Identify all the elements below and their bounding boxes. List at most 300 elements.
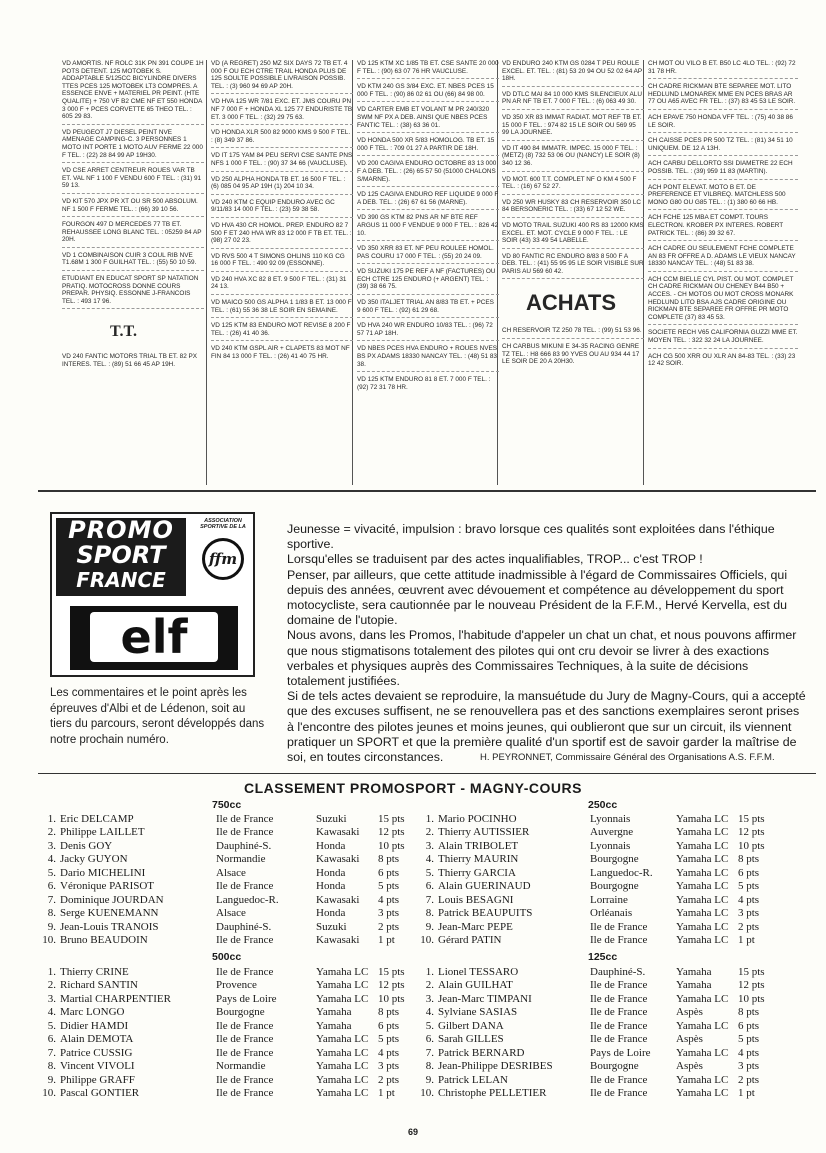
page-number: 69 [407,1127,418,1137]
rider-name: Jean-Marc PEPE [438,920,513,933]
machine: Yamaha LC [676,934,729,947]
points: 12 pts [738,979,765,992]
machine: Kawasaki [316,934,360,947]
rider-name: Véronique PARISOT [60,880,155,893]
rider-name: Jacky GUYON [60,853,128,866]
points: 15 pts [378,965,405,978]
standings-row [370,1073,783,1087]
standings-row [0,1060,423,1074]
classified-ad: VD 125 KTM ENDURO 81 8 ET. 7 000 F TEL. : (92) 72 31 78 HR. [357,376,491,391]
section-divider [38,490,816,492]
column-divider [206,60,207,485]
classified-ad: VD 350 ITALJET TRIAL AN 8/83 TB ET. + PCES 9 600 F TEL. : (92) 61 29 68. [357,299,499,318]
region: Auvergne [590,826,634,839]
rider-name: Lionel TESSARO [438,965,519,978]
points: 4 pts [378,893,400,906]
article-paragraph: Penser, par ailleurs, que cette attitude inadmissible à l'égard de Commissaires Officiels, qui depuis des années, œuvrent avec dévouement et compétence au développement du sport motocycliste, sera cautionnée par le nouveau Président de la F.F.M., Hervé Kervella, est du domaine de l'utopie. [287,567,788,628]
rider-name: Jean-Marc TIMPANI [438,992,532,1005]
standings-row [370,880,783,894]
logo-text: PROMO [68,516,174,544]
machine: Yamaha LC [676,1087,729,1100]
rider-name: Gilbert DANA [438,1019,504,1032]
region: Ile de France [216,1019,274,1032]
classified-ads [50,60,816,485]
standings-row [0,853,423,867]
machine: Kawasaki [316,893,360,906]
category-500cc-label: 500cc [212,951,242,963]
points: 3 pts [378,1060,400,1073]
points: 5 pts [378,880,400,893]
region: Dauphiné-S. [216,839,272,852]
rank: 8. [47,907,56,920]
machine: Yamaha LC [676,812,729,825]
rider-name: Patrice CUSSIG [60,1046,133,1059]
rank: 7. [47,1046,56,1059]
rank: 5. [47,1019,56,1032]
rank: 4. [425,1006,434,1019]
classified-ad: VD HVA 125 WR 7/81 EXC. ET. JMS COURU PN NF 7 000 F + HONDA XL 125 77 ENDURISTE TB ET. 3 000 F TEL. : (32) 29 75 63. [211,98,353,125]
standings-row [370,1019,783,1033]
rank: 6. [47,880,56,893]
region: Normandie [216,1060,266,1073]
standings-row [370,839,783,853]
points: 12 pts [738,826,765,839]
ads-column-3 [357,60,499,485]
standings-row [370,1087,783,1101]
section-heading-tt: T.T. [110,323,137,341]
classified-ad: VD MAICO 500 GS ALPHA 1 1/83 B ET. 13 000 F TEL. : (61) 55 36 38 LE SOIR EN SEMAINE. [211,299,353,318]
rider-name: Serge KUENEMANN [60,907,159,920]
machine: Yamaha LC [316,965,369,978]
rider-name: Pascal GONTIER [60,1087,140,1100]
standings-row [370,934,783,948]
rider-name: Alain GUILHAT [438,979,513,992]
classified-ad: VD 250 ALPHA HONDA TB ET. 16 500 F TEL. : (6) 085 04 95 AP 19H (1) 204 10 34. [211,176,353,195]
classified-ad: VD 240 KTM GSPL AIR + CLAPETS 83 MOT NF FIN 84 13 000 F TEL. : (26) 41 40 75 HR. [211,345,350,361]
points: 4 pts [738,1046,760,1059]
classified-ad: CH MOT OU VILO B ET. B50 LC 4LO TEL. : (92) 72 31 78 HR. [648,60,798,79]
rider-name: Didier HAMDI [60,1019,129,1032]
points: 2 pts [378,920,400,933]
region: Bourgogne [590,853,639,866]
machine: Yamaha LC [676,920,729,933]
section-heading-achats: ACHATS [526,290,617,316]
points: 8 pts [378,853,400,866]
machine: Yamaha LC [316,1073,369,1086]
region: Ile de France [216,826,274,839]
points: 12 pts [378,826,405,839]
classified-ad: ACH CADRE OU SEULEMENT FCHE COMPLETE AN 83 FR OFFRE A D. ADAMS LE VIEUX NANCAY 18330 NANCAY TEL. : (48) 51 83 38. [648,245,798,272]
rider-name: Patrick BEAUPUITS [438,907,533,920]
rider-name: Philippe GRAFF [60,1073,135,1086]
classified-ad: ACH CCM BIELLE CYL PIST. OU MOT. COMPLET CH CADRE RICKMAN OU CHENEY B44 B50 + ACCES. - CH MOTOS OU MOT CROSS MONARK HEDLUND LITO BSA AJS CADRE ORIGINE OU RICKMAN BTE SEPAREE FR OFFRE PR MOTO COMPLETE (37) 83 45 53. [648,276,798,326]
standings-row [0,839,423,853]
classified-ad: VD CARTER EMB ET VOLANT M PR 240/320 SWM NF PX A DEB. AINSI QUE NBES PCES FANTIC TEL. : (38) 63 36 01. [357,106,499,133]
classified-ad: VD HVA 240 WR ENDURO 10/83 TEL. : (96) 72 57 71 AP 18H. [357,322,499,341]
region: Ile de France [216,1033,274,1046]
logo-caption: Les commentaires et le point après les épreuves d'Albi et de Lédenon, soit au tiers du parcours, seront développés dans notre prochain numéro. [50,687,265,746]
rank: 7. [47,893,56,906]
rank: 10. [420,1087,434,1100]
machine: Yamaha LC [676,1046,729,1059]
points: 1 pt [738,1087,755,1100]
rank: 7. [425,893,434,906]
standings-row [0,1033,423,1047]
classified-ad: VD 390 GS KTM 82 PNS AR NF BTE REF ARGUS 11 000 F VENDUE 9 000 F TEL. : 826 42 10. [357,214,499,241]
rider-name: Sarah GILLES [438,1033,504,1046]
machine: Yamaha LC [676,1019,729,1032]
classified-ad: VD 125 CAGIVA ENDURO REF LIQUIDE 9 000 F A DEB. TEL. : (26) 67 61 56 (MARNE). [357,191,499,210]
standings-row [0,812,423,826]
classified-ad: VD KIT 570 JPX PR XT OU SR 500 ABSOLUM. NF 1 500 F FERME TEL. : (66) 39 10 56. [62,198,204,217]
rider-name: Thierry GARCIA [438,866,516,879]
section-divider [38,773,816,774]
region: Ile de France [216,1087,274,1100]
article-paragraph: Si de tels actes devaient se reproduire, la mansuétude du Jury de Magny-Cours, qui a accepté que des excuses suffisent, ne se renouvellera pas et des sanctions exemplaires seront prises à l'encontre des pilotes jeunes et moins jeunes, qui oublieront que sur un circuit, ils viennent pratiquer un SPORT et que la première qualité d'un sportif est de savoir garder la maîtrise de soi, en toutes circonstances. [287,689,806,765]
points: 10 pts [378,992,405,1005]
points: 6 pts [738,1019,760,1032]
points: 8 pts [378,1006,400,1019]
classified-ad: ACH PONT ELEVAT. MOTO B ET. DE PREFERENCE ET VILBREQ. MATCHLESS 500 MONO G80 OU G85 TEL. : (1) 380 60 66 HB. [648,184,798,211]
classified-ad: VD MOT. 600 T.T. COMPLET NF O KM 4 500 F TEL. : (16) 67 52 27. [502,176,644,195]
standings-row [370,812,783,826]
classified-ad: VD DTLC MAI 84 10 000 KMS SILENCIEUX ALU PN AR NF TB ET. 7 000 F TEL. : (6) 063 49 30. [502,91,644,110]
machine: Kawasaki [316,826,360,839]
region: Ile de France [590,992,648,1005]
classified-ad: VD IT 175 YAM 84 PEU SERVI CSE SANTE PNS NFS 1 000 F TEL. : (90) 37 34 66 (VAUCLUSE). [211,152,353,171]
rider-name: Jean-Louis TRANOIS [60,920,159,933]
standings-row [0,1006,423,1020]
rider-name: Alain TRIBOLET [438,839,519,852]
rank: 6. [425,1033,434,1046]
classified-ad: VD 80 FANTIC RC ENDURO 8/83 8 500 F A DEB. TEL. : (41) 55 95 95 LE SOIR VISIBLE SUR PARIS AU 569 60 42. [502,253,644,280]
standings-row [0,979,423,993]
rank: 2. [47,979,56,992]
rider-name: Dario MICHELINI [60,866,146,879]
classified-ad: VD ENDURO 240 KTM GS 0284 T PEU ROULE EXCEL. ET. TEL. : (81) 53 20 94 OU 52 02 64 AP 18H. [502,60,644,87]
classified-ad: VD NBES PCES HVA ENDURO + ROUES NVES BS PX ADAMS 18330 NANCAY TEL. : (48) 51 83 38. [357,345,499,372]
rank: 9. [47,1073,56,1086]
article-paragraph: Jeunesse = vivacité, impulsion : bravo lorsque ces qualités sont exploitées dans l'éthique sportive. [287,522,775,552]
promosport-elf-logo [50,512,255,677]
region: Ile de France [590,1073,648,1086]
region: Ile de France [216,1073,274,1086]
machine: Aspès [676,1006,703,1019]
standings-row [0,934,423,948]
points: 12 pts [378,979,405,992]
points: 1 pt [738,934,755,947]
classified-ad: ACH CG 500 XRR OU XLR AN 84-83 TEL. : (33) 23 12 42 SOIR. [648,352,796,368]
region: Ile de France [590,1019,648,1032]
machine: Yamaha LC [676,826,729,839]
standings-row [370,1060,783,1074]
region: Alsace [216,866,246,879]
elf-logo [70,606,238,670]
classified-ad: VD CSE ARRET CENTREUR ROUES VAR TB ET. VAL NF 1 100 F VENDU 600 F TEL. : (31) 91 59 13. [62,167,204,194]
region: Dauphiné-S. [590,965,646,978]
machine: Yamaha LC [676,839,729,852]
rank: 2. [425,826,434,839]
points: 3 pts [378,907,400,920]
standings-row [0,907,423,921]
rider-name: Christophe PELLETIER [438,1087,547,1100]
logo-text: SPORT [76,541,166,569]
rank: 1. [425,965,434,978]
points: 2 pts [738,1073,760,1086]
region: Bourgogne [590,880,639,893]
standings-row [370,1033,783,1047]
standings-row [0,965,423,979]
machine: Yamaha LC [676,880,729,893]
rank: 3. [425,839,434,852]
standings-row [370,979,783,993]
region: Orléanais [590,907,633,920]
machine: Suzuki [316,920,347,933]
rider-name: Martial CHARPENTIER [60,992,171,1005]
region: Languedoc-R. [590,866,653,879]
rank: 8. [425,1060,434,1073]
rank: 6. [47,1033,56,1046]
standings-row [0,1073,423,1087]
rank: 7. [425,1046,434,1059]
rider-name: Thierry CRINE [60,965,129,978]
machine: Yamaha LC [676,1073,729,1086]
rank: 4. [425,853,434,866]
standings-row [370,965,783,979]
rank: 9. [425,1073,434,1086]
classified-ad: VD RVS 500 4 T SIMONS OHLINS 110 KG CG 16 000 F TEL. : 490 92 09 (ESSONNE). [211,253,353,272]
classified-ad: VD 250 WR HUSKY 83 CH RESERVOIR 350 LC 84 BERSONERIC TEL. : (33) 67 12 52 WE. [502,199,644,218]
standings-title: CLASSEMENT PROMOSPORT - MAGNY-COURS [244,780,582,796]
classified-ad: VD 240 FANTIC MOTORS TRIAL TB ET. 82 PX INTERES. TEL. : (89) 51 66 45 AP 19H. [62,353,198,369]
rank: 5. [47,866,56,879]
region: Ile de France [590,1087,648,1100]
classified-ad: VD 350 XR 83 IMMAT RADIAT. MOT REF TB ET. 15 000 F TEL. : 974 82 15 LE SOIR OU 569 95 99 LA JOURNEE. [502,114,644,141]
machine: Suzuki [316,812,347,825]
classified-ad: VD MOTO TRAIL SUZUKI 400 RS 83 12000 KMS EXCEL. ET. MOT. CYCLE 9 000 F TEL. : LE SOIR (43) 33 49 54 LABELLE. [502,222,644,249]
rank: 1. [47,965,56,978]
rank: 6. [425,880,434,893]
machine: Yamaha LC [676,992,729,1005]
machine: Yamaha LC [676,907,729,920]
ffm-emblem: ffm [202,538,244,580]
rank: 4. [47,853,56,866]
rank: 10. [42,1087,56,1100]
machine: Yamaha LC [316,1087,369,1100]
rider-name: Sylviane SASIAS [438,1006,518,1019]
rank: 9. [425,920,434,933]
region: Pays de Loire [216,992,277,1005]
region: Ile de France [216,965,274,978]
region: Provence [216,979,257,992]
machine: Yamaha LC [676,866,729,879]
standings-table-125cc [370,965,783,1100]
rider-name: Denis GOY [60,839,113,852]
points: 4 pts [378,1046,400,1059]
rank: 9. [47,920,56,933]
machine: Yamaha LC [676,893,729,906]
rider-name: Gérard PATIN [438,934,502,947]
ads-column-2 [211,60,353,485]
classified-ad: VD SUZUKI 175 PE REF A NF (FACTURES) OU ECH CTRE 125 ENDURO (+ ARGENT) TEL. : (39) 38 66 75. [357,268,499,295]
rank: 8. [425,907,434,920]
classified-ad: ACH FCHE 125 MBA ET COMPT. TOURS ELECTRON. KROBER PX INTERES. ROBERT PATRICK TEL. : (86) 39 32 67. [648,214,798,241]
region: Ile de France [590,920,648,933]
standings-row [370,866,783,880]
standings-table-750cc [0,812,423,947]
rank: 10. [420,934,434,947]
rider-name: Alain DEMOTA [60,1033,134,1046]
points: 5 pts [738,1033,760,1046]
machine: Yamaha LC [316,1033,369,1046]
classified-ad: VD (A REGRET) 250 MZ SIX DAYS 72 TB ET. 4 000 F OU ECH CTRE TRAIL HONDA PLUS DE 125 SOULTE POSSIBLE LIVRAISON POSSIB. TEL. : (3) 960 94 69 AP 20H. [211,60,353,94]
points: 6 pts [378,866,400,879]
points: 10 pts [738,839,765,852]
classified-ad: VD 125 KTM XC 1/85 TB ET. CSE SANTE 20 000 F TEL. : (90) 63 07 76 HR VAUCLUSE. [357,60,499,79]
points: 8 pts [738,1006,760,1019]
rank: 4. [47,1006,56,1019]
region: Ile de France [590,1006,648,1019]
points: 6 pts [738,866,760,879]
standings-row [370,920,783,934]
promo-sport-france-wordmark [56,518,186,596]
classified-ad: VD PEUGEOT J7 DIESEL PEINT NVE AMENAGE CAMPING-C. 3 PERSONNES 1 MOTO INT PORTE 1 MOTO AUV FERME 22 000 F TEL. : (22) 28 84 99 AP 19H30. [62,129,204,163]
rank: 2. [425,979,434,992]
region: Ile de France [216,880,274,893]
classified-ad: VD 1 COMBINAISON CUIR 3 COUL RIB NVE T1.68M 1 300 F GUILHAT TEL. : (55) 50 10 59. [62,252,204,271]
points: 4 pts [738,893,760,906]
standings-table-500cc [0,965,423,1100]
points: 10 pts [738,992,765,1005]
editorial-text [287,522,807,765]
machine: Yamaha [676,965,712,978]
rider-name: Bruno BEAUDOIN [60,934,148,947]
category-750cc-label: 750cc [212,799,242,811]
machine: Yamaha LC [316,992,369,1005]
ads-column-5 [648,60,798,485]
classified-ad: SOCIETE RECH V65 CALIFORNIA GUZZI MME ET. MOYEN TEL. : 322 32 24 LA JOURNEE. [648,329,798,348]
standings-row [0,1046,423,1060]
standings-row [0,920,423,934]
classified-ad: VD 350 XRR 83 ET. NF PEU ROULEE HOMOL. PAS COURU 17 000 F TEL. : (55) 20 24 09. [357,245,499,264]
region: Dauphiné-S. [216,920,272,933]
classified-ad: VD HONDA XLR 500 82 9000 KMS 9 500 F TEL. : (8) 349 37 86. [211,129,353,148]
rider-name: Alain GUERINAUD [438,880,531,893]
region: Ile de France [590,979,648,992]
region: Ile de France [590,934,648,947]
association-label: ASSOCIATION SPORTIVE DE LA [200,518,246,530]
points: 1 pt [378,1087,395,1100]
logo-text: FRANCE [76,568,166,592]
standings-row [370,1046,783,1060]
rider-name: Jean-Philippe DESRIBES [438,1060,553,1073]
points: 3 pts [738,1060,760,1073]
machine: Kawasaki [316,853,360,866]
classified-ad: VD HONDA 500 XR 5/83 HOMOLOG. TB ET. 15 000 F TEL. : 709 01 27 A PARTIR DE 18H. [357,137,499,156]
machine: Yamaha LC [316,1060,369,1073]
points: 6 pts [378,1019,400,1032]
machine: Honda [316,866,346,879]
rider-name: Patrick BERNARD [438,1046,525,1059]
classified-ad: VD KTM 240 GS 3/84 EXC. ET. NBES PCES 15 000 F TEL. : (90) 86 02 61 OU (66) 84 98 00. [357,83,499,102]
rider-name: Patrick LELAN [438,1073,508,1086]
machine: Honda [316,907,346,920]
classified-ad: VD 240 KTM C EQUIP ENDURO AVEC GC 9/11/83 14 000 F TEL. : (23) 59 38 58. [211,199,353,218]
region: Ile de France [216,1046,274,1059]
rider-name: Thierry AUTISSIER [438,826,530,839]
standings-row [370,893,783,907]
standings-row [0,1087,423,1101]
standings-row [370,826,783,840]
points: 15 pts [738,812,765,825]
category-250cc-label: 250cc [588,799,618,811]
article-paragraph: Nous avons, dans les Promos, l'habitude d'appeler un chat un chat, et nous pouvons affirmer que nous stigmatisons totalement des pilotes qui ont cru devoir se livrer à des exactions verbales et physiques auprès des Commissaires Techniques, à la suite de décisions totalement justifiées. [287,628,797,689]
points: 2 pts [738,920,760,933]
machine: Honda [316,839,346,852]
points: 5 pts [378,1033,400,1046]
author-signature: H. PEYRONNET, Commissaire Général des Organisations A.S. F.F.M. [480,752,775,763]
region: Ile de France [216,812,274,825]
rider-name: Marc LONGO [60,1006,125,1019]
classified-ad: VD 200 CAGIVA ENDURO OCTOBRE 83 13 000 F A DEB. TEL. : (26) 65 57 50 (51000 CHALONS S/MARNE). [357,160,499,187]
standings-row [370,853,783,867]
standings-table-250cc [370,812,783,947]
standings-row [370,907,783,921]
rider-name: Philippe LAILLET [60,826,145,839]
standings-row [370,992,783,1006]
rider-name: Louis BESAGNI [438,893,514,906]
region: Languedoc-R. [216,893,279,906]
rider-name: Dominique JOURDAN [60,893,164,906]
classified-ad: CH CARBUS MIKUNI E 34-35 RACING GENRE TZ TEL. : H8 666 83 90 YVES OU AU 934 44 17 LE SOIR DE 20 A 20H30. [502,343,640,366]
rank: 5. [425,866,434,879]
classified-ad: ACH CARBU DELLORTO SSI DIAMETRE 22 ECH POSSIB. TEL. : (39) 959 11 83 (MARTIN). [648,160,798,179]
standings-row [0,826,423,840]
points: 10 pts [378,839,405,852]
rider-name: Eric DELCAMP [60,812,134,825]
classified-ad: CH CADRE RICKMAN BTE SEPAREE MOT. LITO HEDLUND LMONAREK MME EN PCES BRAS AR 77 OU A65 AVEC FR TEL. : (37) 83 45 53 LE SOIR. [648,83,798,110]
rank: 3. [47,992,56,1005]
standings-row [0,866,423,880]
ads-column-1 [62,60,204,485]
rank: 1. [47,812,56,825]
rank: 2. [47,826,56,839]
rank: 10. [42,934,56,947]
region: Pays de Loire [590,1046,651,1059]
classified-ad: VD 240 HVA XC 82 8 ET. 9 500 F TEL. : (31) 31 24 13. [211,276,353,295]
machine: Yamaha LC [316,979,369,992]
rank: 5. [425,1019,434,1032]
elf-wordmark: elf [90,612,218,662]
rider-name: Richard SANTIN [60,979,138,992]
points: 2 pts [378,1073,400,1086]
classified-ad: VD IT 490 84 IMMATR. IMPEC. 15 000 F TEL. : (METZ) (8) 732 53 06 OU (NANCY) LE SOIR (8) 340 12 36. [502,145,644,172]
machine: Yamaha LC [316,1046,369,1059]
points: 8 pts [738,853,760,866]
machine: Yamaha [316,1006,352,1019]
classified-ad: VD HVA 430 CR HOMOL. PREP. ENDURO 82 7 500 F ET 240 HVA WR 83 12 000 F TB ET. TEL. : (98) 27 02 23. [211,222,353,249]
region: Alsace [216,907,246,920]
points: 15 pts [738,965,765,978]
standings-row [0,880,423,894]
classified-ad: ETUDIANT EN EDUCAT SPORT SP NATATION PRATIQ. MOTOCROSS DONNE COURS PREPAR. PHYSIQ. ESSONNE J-FRANCOIS TEL. : 493 17 96. [62,275,204,309]
standings-row [0,1019,423,1033]
rider-name: Mario POCINHO [438,812,517,825]
machine: Aspès [676,1033,703,1046]
rank: 3. [47,839,56,852]
article-paragraph: Lorsqu'elles se traduisent par des actes inqualifiables, TROP... c'est TROP ! [287,552,703,567]
classified-ad: CH RESERVOIR TZ 250 78 TEL. : (99) 51 53 96. [502,327,644,339]
